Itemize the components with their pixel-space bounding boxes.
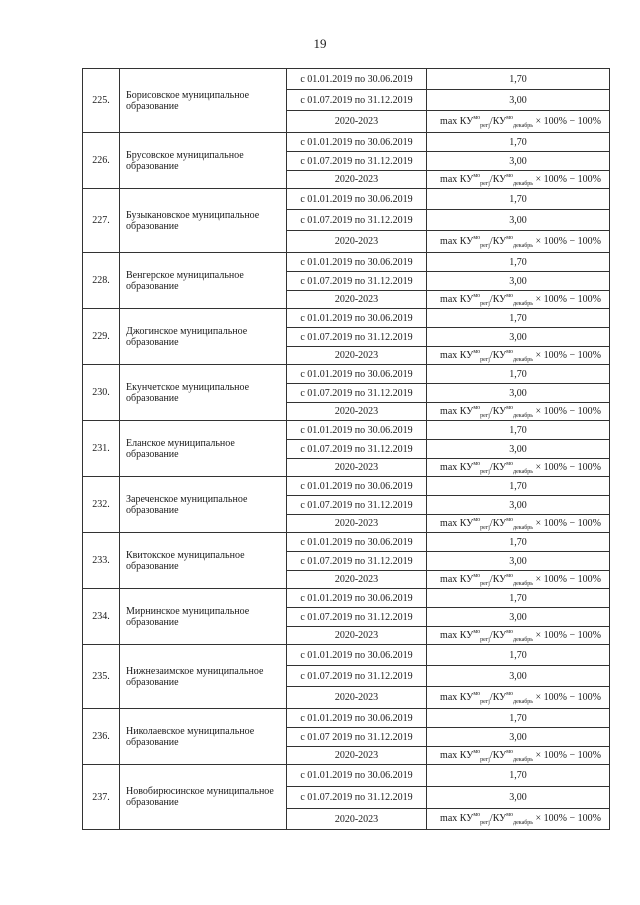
- value-first-half: 1,70: [427, 189, 610, 210]
- value-second-half: 3,00: [427, 552, 610, 571]
- municipality-name: Новобирюсинское муниципальное образование: [120, 765, 287, 830]
- formula-sub1: регj: [480, 412, 490, 419]
- formula-sup2: мо: [506, 172, 514, 179]
- formula-sub2: декабрь: [513, 756, 534, 763]
- growth-formula: [427, 111, 610, 133]
- period-second-half: с 01.07.2019 по 31.12.2019: [287, 384, 427, 403]
- formula-sub2: декабрь: [513, 122, 534, 129]
- value-first-half: 1,70: [427, 365, 610, 384]
- formula-prefix: max КУ: [440, 691, 474, 703]
- period-first-half: с 01.01.2019 по 30.06.2019: [287, 421, 427, 440]
- municipality-name: Мирнинское муниципальное образование: [120, 589, 287, 645]
- formula-slash: /КУ: [489, 813, 507, 824]
- period-first-half: с 01.01.2019 по 30.06.2019: [287, 533, 427, 552]
- formula-slash: /КУ: [489, 173, 507, 185]
- period-2020-2023: 2020-2023: [287, 403, 427, 421]
- formula-prefix: max КУ: [440, 517, 474, 529]
- formula-suffix: × 100% − 100%: [533, 115, 601, 127]
- period-2020-2023: 2020-2023: [287, 231, 427, 253]
- row-number: 236.: [83, 709, 120, 765]
- formula-sub2: декабрь: [513, 468, 534, 475]
- formula-sup1: мо: [473, 812, 481, 818]
- period-second-half: с 01.07.2019 по 31.12.2019: [287, 272, 427, 291]
- row-number: 225.: [83, 69, 120, 133]
- period-2020-2023: 2020-2023: [287, 291, 427, 309]
- formula-slash: /КУ: [489, 293, 507, 305]
- formula-sub2: декабрь: [513, 180, 534, 187]
- municipality-name: Брусовское муниципальное образование: [120, 133, 287, 189]
- table-row: [83, 645, 610, 666]
- formula-sup2: мо: [506, 748, 514, 755]
- table-row: [83, 365, 610, 384]
- formula-suffix: × 100% − 100%: [533, 235, 601, 247]
- value-second-half: 3,00: [427, 90, 610, 111]
- formula-sup1: мо: [473, 234, 481, 241]
- table-row: [83, 189, 610, 210]
- value-first-half: 1,70: [427, 477, 610, 496]
- formula-sup2: мо: [506, 348, 514, 355]
- formula-sup1: мо: [473, 628, 481, 635]
- formula-suffix: × 100% − 100%: [533, 405, 601, 417]
- row-number: 235.: [83, 645, 120, 709]
- formula-sup2: мо: [506, 404, 514, 411]
- period-second-half: с 01.07.2019 по 31.12.2019: [287, 552, 427, 571]
- value-first-half: 1,70: [427, 533, 610, 552]
- formula-suffix: × 100% − 100%: [533, 813, 601, 824]
- formula-sub1: регj: [480, 468, 490, 475]
- period-first-half: с 01.01.2019 по 30.06.2019: [287, 765, 427, 787]
- formula-suffix: × 100% − 100%: [533, 629, 601, 641]
- formula-sub1: регj: [480, 820, 490, 826]
- period-first-half: с 01.01.2019 по 30.06.2019: [287, 189, 427, 210]
- row-number: 231.: [83, 421, 120, 477]
- table-row: [83, 421, 610, 440]
- growth-formula: [427, 747, 610, 765]
- period-2020-2023: 2020-2023: [287, 347, 427, 365]
- formula-sup2: мо: [506, 516, 514, 523]
- formula-sub2: декабрь: [513, 580, 534, 587]
- formula-prefix: max КУ: [440, 115, 474, 127]
- period-first-half: с 01.01.2019 по 30.06.2019: [287, 645, 427, 666]
- period-2020-2023: 2020-2023: [287, 171, 427, 189]
- formula-sub2: декабрь: [513, 698, 534, 705]
- formula-suffix: × 100% − 100%: [533, 691, 601, 703]
- period-2020-2023: 2020-2023: [287, 571, 427, 589]
- value-first-half: 1,70: [427, 309, 610, 328]
- table-row: [83, 765, 610, 787]
- row-number: 226.: [83, 133, 120, 189]
- formula-sup2: мо: [506, 234, 514, 241]
- formula-prefix: max КУ: [440, 293, 474, 305]
- value-second-half: 3,00: [427, 440, 610, 459]
- municipality-name: Джогинское муниципальное образование: [120, 309, 287, 365]
- formula-sub1: регj: [480, 636, 490, 643]
- formula-prefix: max КУ: [440, 405, 474, 417]
- value-second-half: 3,00: [427, 328, 610, 347]
- value-second-half: 3,00: [427, 608, 610, 627]
- table-row: [83, 533, 610, 552]
- formula-prefix: max КУ: [440, 749, 474, 761]
- row-number: 232.: [83, 477, 120, 533]
- period-2020-2023: 2020-2023: [287, 627, 427, 645]
- growth-formula: [427, 571, 610, 589]
- formula-prefix: max КУ: [440, 629, 474, 641]
- municipality-name: Бузыкановское муниципальное образование: [120, 189, 287, 253]
- row-number: 228.: [83, 253, 120, 309]
- formula-sub1: регj: [480, 122, 490, 129]
- formula-sub2: декабрь: [513, 300, 534, 307]
- formula-sub1: регj: [480, 180, 490, 187]
- period-first-half: с 01.01.2019 по 30.06.2019: [287, 589, 427, 608]
- formula-sup1: мо: [473, 114, 481, 121]
- period-second-half: с 01.07.2019 по 31.12.2019: [287, 496, 427, 515]
- formula-suffix: × 100% − 100%: [533, 349, 601, 361]
- formula-sup1: мо: [473, 690, 481, 697]
- municipality-name: Екунчетское муниципальное образование: [120, 365, 287, 421]
- period-2020-2023: 2020-2023: [287, 687, 427, 709]
- formula-sup2: мо: [506, 628, 514, 635]
- period-second-half: с 01.07 2019 по 31.12.2019: [287, 728, 427, 747]
- table-row: [83, 133, 610, 152]
- value-second-half: 3,00: [427, 666, 610, 687]
- formula-suffix: × 100% − 100%: [533, 749, 601, 761]
- formula-sup2: мо: [506, 292, 514, 299]
- formula-slash: /КУ: [489, 691, 507, 703]
- value-first-half: 1,70: [427, 645, 610, 666]
- formula-sup1: мо: [473, 292, 481, 299]
- formula-sup2: мо: [506, 114, 514, 121]
- value-second-half: 3,00: [427, 152, 610, 171]
- formula-sub1: регj: [480, 524, 490, 531]
- formula-sup1: мо: [473, 748, 481, 755]
- period-second-half: с 01.07.2019 по 31.12.2019: [287, 440, 427, 459]
- growth-formula: [427, 809, 610, 830]
- period-2020-2023: 2020-2023: [287, 747, 427, 765]
- formula-prefix: max КУ: [440, 573, 474, 585]
- period-first-half: с 01.01.2019 по 30.06.2019: [287, 477, 427, 496]
- formula-sub2: декабрь: [513, 524, 534, 531]
- formula-sub1: регj: [480, 300, 490, 307]
- period-second-half: с 01.07.2019 по 31.12.2019: [287, 210, 427, 231]
- table-row: [83, 69, 610, 90]
- growth-formula: [427, 459, 610, 477]
- table-body: [83, 69, 610, 830]
- value-second-half: 3,00: [427, 210, 610, 231]
- formula-sup1: мо: [473, 572, 481, 579]
- formula-slash: /КУ: [489, 115, 507, 127]
- formula-slash: /КУ: [489, 405, 507, 417]
- tariff-table: [82, 68, 610, 830]
- value-first-half: 1,70: [427, 69, 610, 90]
- formula-sup1: мо: [473, 460, 481, 467]
- value-second-half: 3,00: [427, 787, 610, 809]
- formula-sup2: мо: [506, 460, 514, 467]
- growth-formula: [427, 687, 610, 709]
- formula-suffix: × 100% − 100%: [533, 293, 601, 305]
- formula-sub1: регj: [480, 756, 490, 763]
- formula-prefix: max КУ: [440, 173, 474, 185]
- formula-sup2: мо: [506, 690, 514, 697]
- value-first-half: 1,70: [427, 133, 610, 152]
- formula-suffix: × 100% − 100%: [533, 461, 601, 473]
- value-first-half: 1,70: [427, 421, 610, 440]
- formula-sup1: мо: [473, 404, 481, 411]
- municipality-name: Еланское муниципальное образование: [120, 421, 287, 477]
- growth-formula: [427, 403, 610, 421]
- row-number: 230.: [83, 365, 120, 421]
- formula-slash: /КУ: [489, 517, 507, 529]
- period-2020-2023: 2020-2023: [287, 459, 427, 477]
- formula-sub1: регj: [480, 356, 490, 363]
- formula-prefix: max КУ: [440, 235, 474, 247]
- growth-formula: [427, 171, 610, 189]
- table-row: [83, 477, 610, 496]
- table-row: [83, 709, 610, 728]
- formula-sub1: регj: [480, 242, 490, 249]
- formula-suffix: × 100% − 100%: [533, 517, 601, 529]
- period-second-half: с 01.07.2019 по 31.12.2019: [287, 90, 427, 111]
- period-2020-2023: 2020-2023: [287, 515, 427, 533]
- formula-suffix: × 100% − 100%: [533, 173, 601, 185]
- period-first-half: с 01.01.2019 по 30.06.2019: [287, 133, 427, 152]
- row-number: 233.: [83, 533, 120, 589]
- table-row: [83, 309, 610, 328]
- value-first-half: 1,70: [427, 253, 610, 272]
- formula-sub2: декабрь: [513, 412, 534, 419]
- formula-prefix: max КУ: [440, 813, 474, 824]
- growth-formula: [427, 347, 610, 365]
- value-second-half: 3,00: [427, 728, 610, 747]
- formula-sub2: декабрь: [513, 356, 534, 363]
- formula-sup1: мо: [473, 516, 481, 523]
- period-first-half: с 01.01.2019 по 30.06.2019: [287, 253, 427, 272]
- formula-sub1: регj: [480, 698, 490, 705]
- formula-sub2: декабрь: [513, 636, 534, 643]
- period-second-half: с 01.07.2019 по 31.12.2019: [287, 328, 427, 347]
- table-row: [83, 589, 610, 608]
- formula-sub2: декабрь: [513, 820, 534, 826]
- growth-formula: [427, 231, 610, 253]
- formula-sup1: мо: [473, 172, 481, 179]
- period-first-half: с 01.01.2019 по 30.06.2019: [287, 309, 427, 328]
- period-second-half: с 01.07.2019 по 31.12.2019: [287, 608, 427, 627]
- formula-sub2: декабрь: [513, 242, 534, 249]
- formula-slash: /КУ: [489, 629, 507, 641]
- municipality-name: Венгерское муниципальное образование: [120, 253, 287, 309]
- formula-slash: /КУ: [489, 235, 507, 247]
- formula-prefix: max КУ: [440, 349, 474, 361]
- value-second-half: 3,00: [427, 272, 610, 291]
- value-second-half: 3,00: [427, 384, 610, 403]
- row-number: 227.: [83, 189, 120, 253]
- municipality-name: Зареченское муниципальное образование: [120, 477, 287, 533]
- value-second-half: 3,00: [427, 496, 610, 515]
- formula-suffix: × 100% − 100%: [533, 573, 601, 585]
- value-first-half: 1,70: [427, 709, 610, 728]
- municipality-name: Квитокское муниципальное образование: [120, 533, 287, 589]
- period-2020-2023: 2020-2023: [287, 111, 427, 133]
- municipality-name: Николаевское муниципальное образование: [120, 709, 287, 765]
- formula-prefix: max КУ: [440, 461, 474, 473]
- table-row: [83, 253, 610, 272]
- formula-sub1: регj: [480, 580, 490, 587]
- growth-formula: [427, 515, 610, 533]
- period-second-half: с 01.07.2019 по 31.12.2019: [287, 152, 427, 171]
- formula-slash: /КУ: [489, 349, 507, 361]
- formula-slash: /КУ: [489, 461, 507, 473]
- period-second-half: с 01.07.2019 по 31.12.2019: [287, 666, 427, 687]
- period-first-half: с 01.01.2019 по 30.06.2019: [287, 709, 427, 728]
- formula-sup2: мо: [506, 812, 514, 818]
- period-first-half: с 01.01.2019 по 30.06.2019: [287, 365, 427, 384]
- value-first-half: 1,70: [427, 765, 610, 787]
- formula-slash: /КУ: [489, 749, 507, 761]
- formula-sup2: мо: [506, 572, 514, 579]
- formula-sup1: мо: [473, 348, 481, 355]
- period-2020-2023: 2020-2023: [287, 809, 427, 830]
- municipality-name: Борисовское муниципальное образование: [120, 69, 287, 133]
- growth-formula: [427, 291, 610, 309]
- period-first-half: с 01.01.2019 по 30.06.2019: [287, 69, 427, 90]
- value-first-half: 1,70: [427, 589, 610, 608]
- municipality-name: Нижнезаимское муниципальное образование: [120, 645, 287, 709]
- formula-slash: /КУ: [489, 573, 507, 585]
- growth-formula: [427, 627, 610, 645]
- row-number: 234.: [83, 589, 120, 645]
- row-number: 229.: [83, 309, 120, 365]
- period-second-half: с 01.07.2019 по 31.12.2019: [287, 787, 427, 809]
- page-number: 19: [313, 36, 327, 51]
- row-number: 237.: [83, 765, 120, 830]
